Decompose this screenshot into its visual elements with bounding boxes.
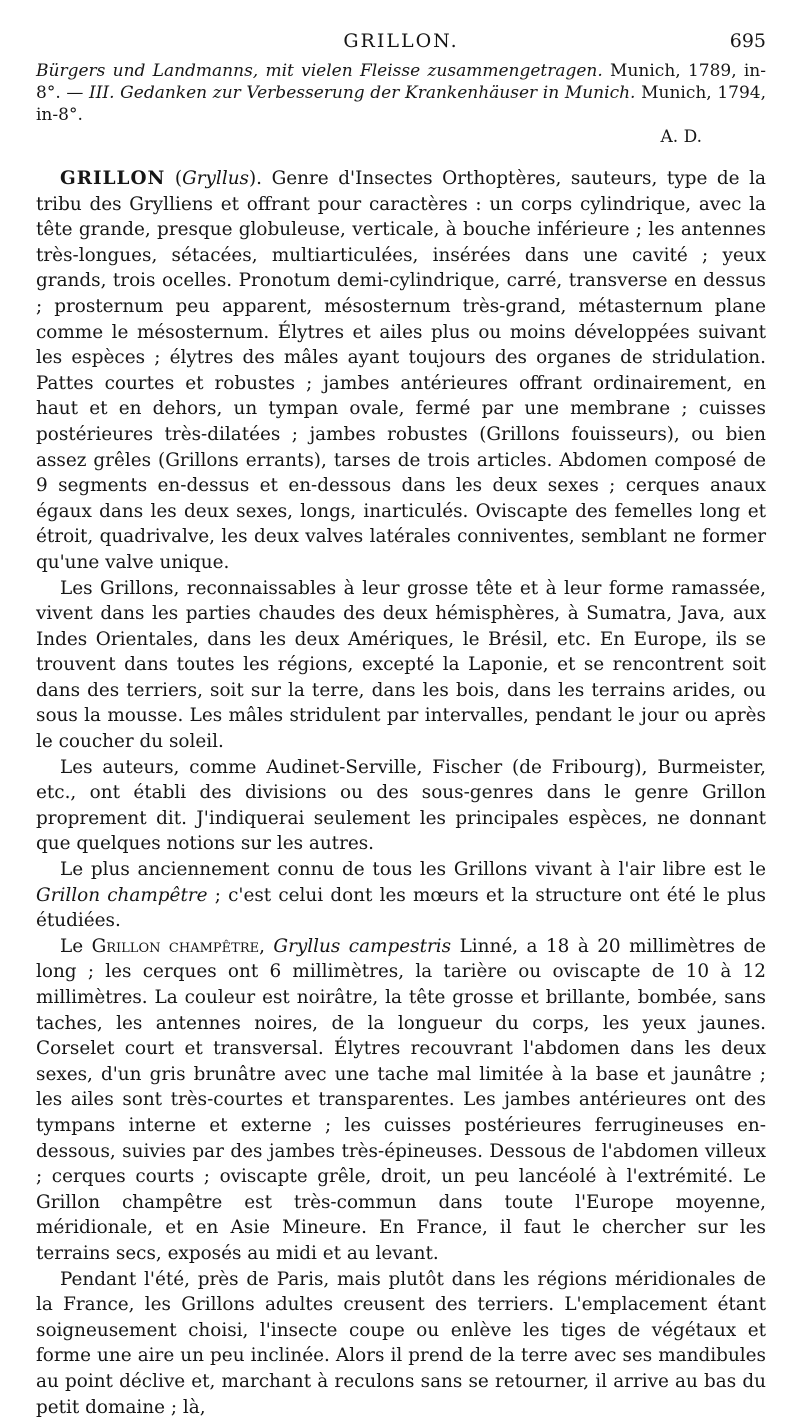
paragraph: GRILLON (Gryllus). Genre d'Insectes Orthoptères, sauteurs, type de la tribu des Grylliens et offrant pour caractères : un corps cylindrique, avec la tête grande, presque globuleuse, verticale, à bouche inférieure ; les antennes très-longues, sétacées, multiarticulées, insérées dans une cavité ; yeux grands, trois ocelles. Pronotum demi-cylindrique, carré, transverse en dessus ; prosternum peu apparent, mésosternum très-grand, métasternum plane comme le mésosternum. Élytres et ailes plus ou moins développées suivant les espèces ; élytres des mâles ayant toujours des organes de stridulation. Pattes courtes et robustes ; jambes antérieures offrant ordinairement, en haut et en dehors, un tympan ovale, fermé par une membrane ; cuisses postérieures très-dilatées ; jambes robustes (Grillons fouisseurs), ou bien assez grêles (Grillons errants), tarses de trois articles. Abdomen composé de 9 segments en-dessus et en-dessous dans les deux sexes ; cerques anaux égaux dans les deux sexes, longs, inarticulés. Oviscapte des femelles long et étroit, quadrivalve, les deux valves latérales conniventes, semblant ne former qu'une valve unique. bbox=[36, 168, 766, 573]
running-title: GRILLON. bbox=[343, 30, 459, 52]
paragraph-text: Linné, a 18 à 20 millimètres de long ; les cerques ont 6 millimètres, la tarière ou oviscapte de 10 à 12 millimètres. La couleur est noirâtre, la tête grosse et brillante, bombée, sans taches, les antennes noires, de la longueur du corps, les yeux jaunes. Corselet court et transversal. Élytres recouvrant l'abdomen dans les deux sexes, d'un gris brunâtre avec une tache mal limitée à la base et jaunâtre ; les ailes sont très-courtes et transparentes. Les jambes antérieures ont des tympans interne et externe ; les cuisses postérieures ferrugineuses en-dessous, suivies par des jambes très-épineuses. Dessous de l'abdomen villeux ; cerques courts ; oviscapte grêle, droit, un peu lancéolé à l'extrémité. Le Grillon champêtre est très-commun dans toute l'Europe moyenne, méridionale, et en Asie Mineure. En France, il faut le chercher sur les terrains secs, exposés au midi et au levant. bbox=[36, 935, 766, 1264]
book-title: III. Gedanken zur Verbesserung der Krankenhäuser in Munich. bbox=[89, 83, 636, 103]
paragraph-text: ; c'est celui dont les mœurs et la structure ont été le plus étudiées. bbox=[36, 884, 766, 932]
paragraph: Les auteurs, comme Audinet-Serville, Fischer (de Fribourg), Burmeister, etc., ont établi des divisions ou des sous-genres dans le genre Grillon proprement dit. J'indiquerai seulement les principales espèces, ne donnant que quelques notions sur les autres. bbox=[36, 756, 766, 855]
bibliography-line bbox=[36, 60, 766, 126]
latin-name: Gryllus bbox=[182, 168, 249, 189]
book-detail: Munich, 1794, in-8°. bbox=[36, 83, 767, 125]
book-title: Bürgers und Landmanns, mit vielen Fleisse zusammengetragen. bbox=[36, 61, 603, 81]
previous-entry-end bbox=[36, 60, 766, 126]
species-latin-name: Gryllus campestris bbox=[273, 935, 452, 957]
article-grillon bbox=[36, 166, 766, 1420]
paragraph: Les Grillons, reconnaissables à leur grosse tête et à leur forme ramassée, vivent dans les parties chaudes des deux hémisphères, à Sumatra, Java, aux Indes Orientales, dans les deux Amériques, le Brésil, etc. En Europe, ils se trouvent dans toutes les régions, excepté la Laponie, et se rencontrent soit dans des terriers, soit sur la terre, dans les bois, dans les terrains arides, ou sous la mousse. Les mâles stridulent par intervalles, pendant le jour ou après le coucher du soleil. bbox=[36, 577, 766, 753]
paragraph-text: ). Genre d'Insectes Orthoptères, sauteurs, type de la tribu des Grylliens et offrant pour caractères : un corps cylindrique, avec la tête grande, presque globuleuse, verticale, à bouche inférieure ; les antennes très-longues, sétacées, multiarticulées, insérées dans une cavité ; yeux grands, trois ocelles. Pronotum demi-cylindrique, carré, transverse en dessus ; prosternum peu apparent, mésosternum très-grand, métasternum plane comme le mésosternum. Élytres et ailes plus ou moins développées suivant les espèces ; élytres des mâles ayant toujours des organes de stridulation. Pattes courtes et robustes ; jambes antérieures offrant ordinairement, en haut et en dehors, un tympan ovale, fermé par une membrane ; cuisses postérieures très-dilatées ; jambes robustes (Grillons fouisseurs), ou bien assez grêles (Grillons errants), tarses de trois articles. Abdomen composé de 9 segments en-dessus et en-dessous dans les deux sexes ; cerques anaux égaux dans les deux sexes, longs, inarticulés. Oviscapte des femelles long et étroit, quadrivalve, les deux valves latérales conniventes, semblant ne former qu'une valve unique. bbox=[36, 168, 766, 573]
paragraph-text: Le plus anciennement connu de tous les Grillons vivant à l'air libre est le bbox=[60, 859, 766, 881]
species-name: Grillon champêtre bbox=[36, 884, 208, 906]
author-signature: A. D. bbox=[660, 127, 702, 147]
paragraph: Pendant l'été, près de Paris, mais plutôt dans les régions méridionales de la France, les Grillons adultes creusent des terriers. L'emplacement étant soigneusement choisi, l'insecte coupe ou enlève les tiges de végétaux et forme une aire un peu inclinée. Alors il prend de la terre avec ses mandibules au point déclive et, marchant à reculons sans se retourner, il arrive au bas du petit domaine ; là, bbox=[36, 1268, 766, 1418]
book-detail: Munich, 1789, in-8°. — bbox=[36, 61, 767, 103]
paragraph-text: Le bbox=[60, 935, 92, 957]
page-number: 695 bbox=[729, 30, 766, 52]
paragraph bbox=[36, 934, 766, 1267]
paragraph bbox=[36, 857, 766, 934]
paragraph-text: , bbox=[259, 935, 274, 957]
page-header bbox=[36, 30, 766, 60]
headword: GRILLON bbox=[60, 168, 166, 189]
species-heading: Grillon champêtre bbox=[91, 935, 260, 957]
